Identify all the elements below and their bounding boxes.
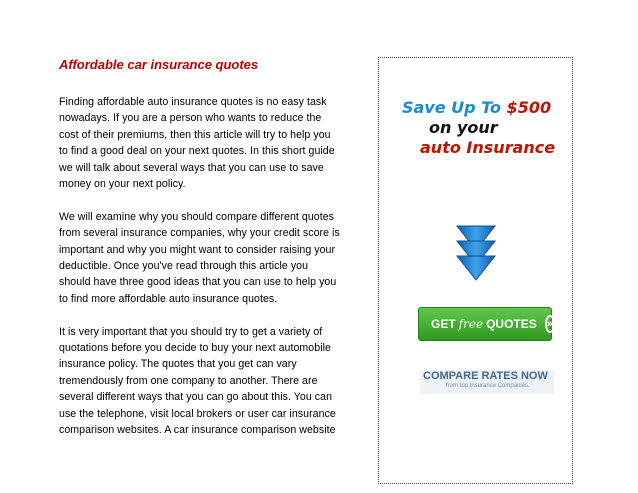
text-line: from several insurance companies, why your credit score is <box>59 227 340 240</box>
text-line: use the telephone, visit local brokers or user car insurance <box>59 407 336 420</box>
text-line: comparison websites. A car insurance comparison website <box>59 424 336 437</box>
text-line: money on your next policy. <box>59 178 186 191</box>
headline-amount: $500 <box>506 98 552 117</box>
compare-rates-label: COMPARE RATES NOW <box>423 370 548 382</box>
text-line: nowadays. If you are a person who wants to reduce the <box>59 112 322 125</box>
compare-rates-sublabel: from top Insurance Companies. <box>446 383 530 389</box>
text-line: quotations before you decide to buy your next automobile <box>59 342 331 355</box>
paragraph-1 <box>59 94 374 192</box>
ad-headline <box>402 98 572 158</box>
text-line: deductible. Once you've read through this article you <box>59 260 309 273</box>
down-arrow-icon <box>455 224 497 282</box>
free-label: free <box>458 317 484 331</box>
get-label: GET <box>431 317 456 331</box>
text-line: It is very important that you should try to get a variety of <box>59 325 323 338</box>
text-line: to find a good deal on your next quotes. In this short guide <box>59 145 335 158</box>
article-title: Affordable car insurance quotes <box>59 57 259 72</box>
headline-line-3: auto Insurance <box>420 138 556 157</box>
text-line: Finding affordable auto insurance quotes is no easy task <box>59 96 327 108</box>
text-line: to find more affordable auto insurance quotes. <box>59 292 278 305</box>
article <box>59 57 374 455</box>
text-line: important and why you might want to consider raising your <box>59 243 336 256</box>
paragraph-3 <box>59 324 374 439</box>
get-free-quotes-button[interactable] <box>418 307 552 341</box>
text-line: insurance policy. The quotes that you get can vary <box>59 358 297 371</box>
text-line: several different ways that you can go about this. You can <box>59 391 333 404</box>
text-line: we will talk about several ways that you can use to save <box>59 161 324 174</box>
paragraph-2 <box>59 209 374 307</box>
headline-line-2: on your <box>429 118 498 137</box>
text-line: We will examine why you should compare different quotes <box>59 210 334 223</box>
headline-line-1 <box>402 98 572 118</box>
text-line: should have three good ideas that you can use to help you <box>59 276 337 289</box>
text-line: cost of their premiums, then this article will try to help you <box>59 128 331 141</box>
headline-save-text: Save Up To <box>402 98 507 117</box>
insurance-ad-panel[interactable] <box>378 57 573 484</box>
quotes-label: QUOTES <box>486 317 537 331</box>
chevron-right-circle-icon: » <box>545 315 555 333</box>
compare-rates-button[interactable] <box>420 370 554 394</box>
text-line: tremendously from one company to another. There are <box>59 374 318 387</box>
